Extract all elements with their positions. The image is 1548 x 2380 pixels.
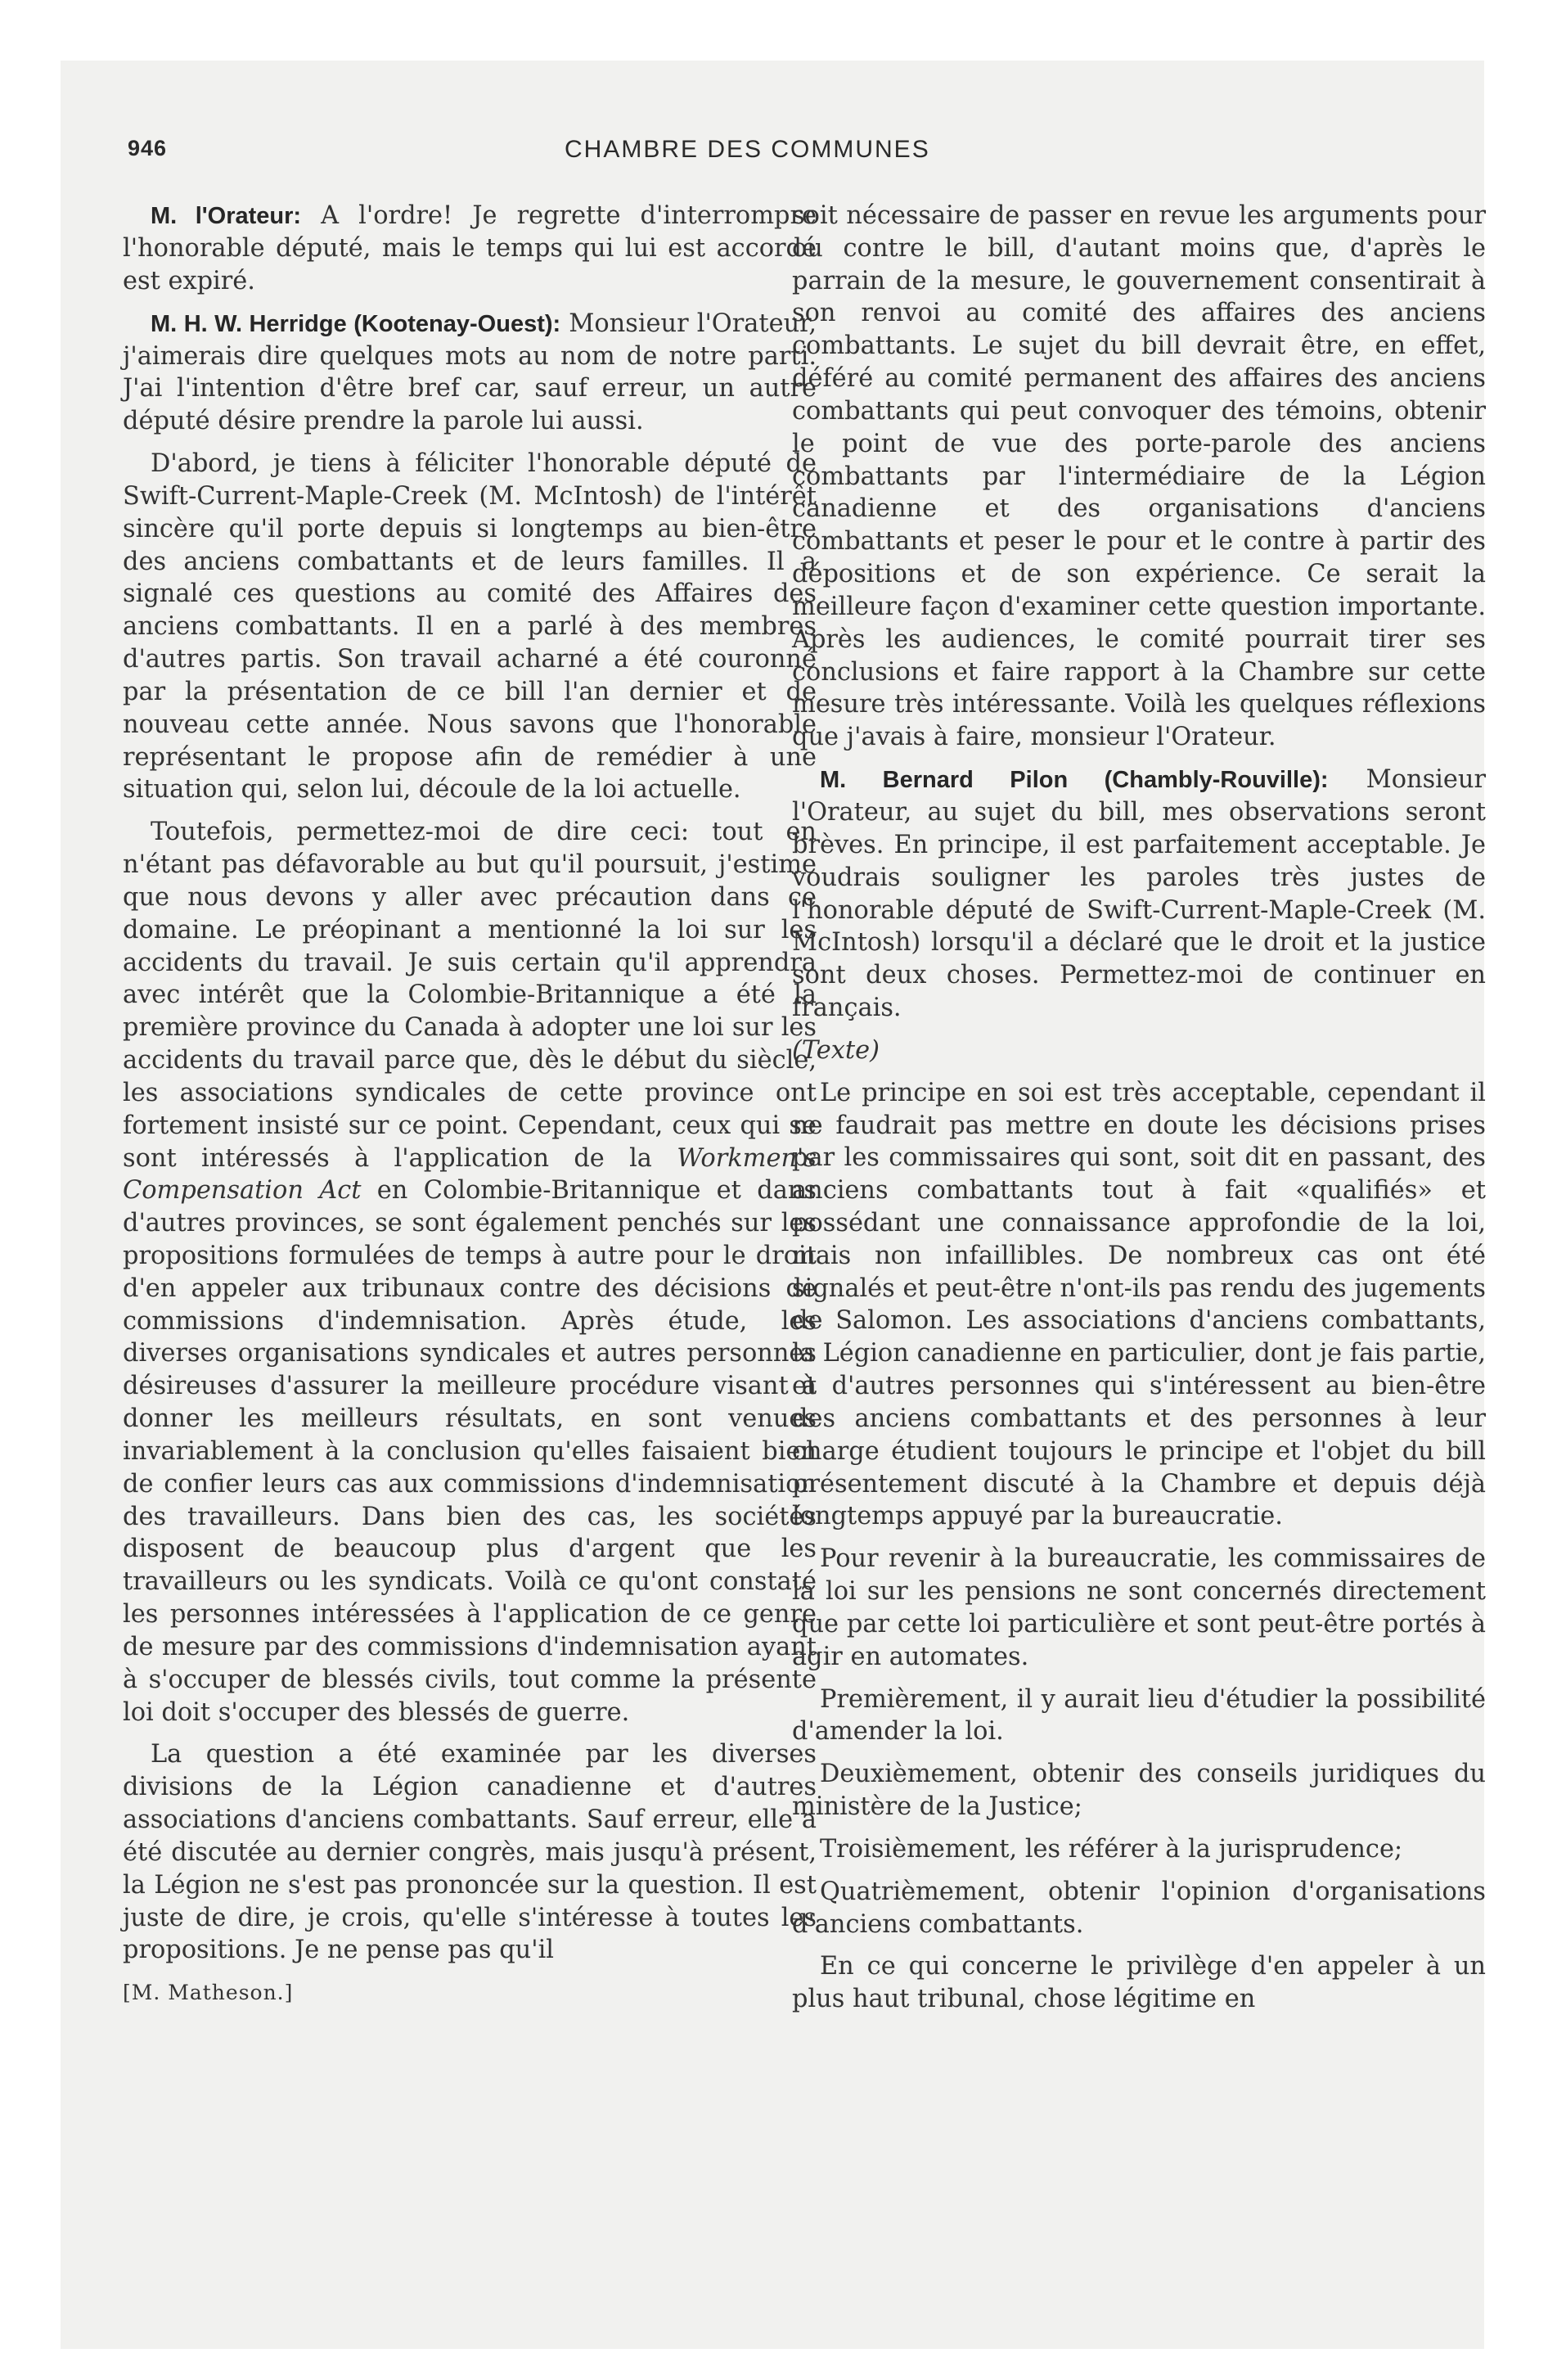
page-header	[82, 79, 998, 163]
speech-paragraph	[123, 200, 817, 298]
speaker-name: M. H. W. Herridge (Kootenay-Ouest):	[151, 310, 561, 337]
body-paragraph: Pour revenir à la bureaucratie, les commissaires de la loi sur les pensions ne sont concernés directement que par cette loi particulière et sont peut-être portés à agir en automates.	[792, 1544, 1486, 1671]
speaker-name: M. Bernard Pilon (Chambly-Rouville):	[820, 767, 1329, 794]
texte-marker: (Texte)	[792, 1035, 880, 1065]
right-column	[792, 200, 1486, 2026]
speech-text: Monsieur l'Orateur, j'aimerais dire quelques mots au nom de notre parti. J'ai l'intention d'être bref car, sauf erreur, un autre député désire prendre la parole lui aussi.	[123, 309, 817, 436]
page-number: 946	[128, 136, 168, 160]
speech-paragraph	[792, 764, 1486, 1025]
body-paragraph	[123, 816, 817, 1729]
act-title: Workmen's Compensation Act	[123, 1143, 817, 1206]
speech-paragraph	[123, 308, 817, 438]
body-paragraph: D'abord, je tiens à féliciter l'honorable député de Swift-Current-Maple-Creek (M. McIntosh) de l'intérêt sincère qu'il porte depuis si longtemps au bien-être des anciens combattants et de leurs familles. Il a signalé ces questions au comité des Affaires des anciens combattants. Il en a parlé à des membres d'autres partis. Son travail acharné a été couronné par la présentation de ce bill l'an dernier et de nouveau cette année. Nous savons que l'honorable représentant le propose afin de remédier à une situation qui, selon lui, découle de la loi actuelle.	[123, 449, 817, 805]
body-paragraph: En ce qui concerne le privilège d'en appeler à un plus haut tribunal, chose légitime en	[792, 1952, 1486, 2014]
paragraph-text: en Colombie-Britannique et dans d'autres provinces, se sont également penchés sur les propositions formulées de temps à autre pour le droit d'en appeler aux tribunaux contre des décisions de commissions d'indemnisation. Après étude, les diverses organisations syndicales et autres personnes désireuses d'assurer la meilleure procédure visant à donner les meilleurs résultats, en sont venues invariablement à la conclusion qu'elles faisaient bien de confier leurs cas aux commissions d'indemnisation des travailleurs. Dans bien des cas, les sociétés disposent de beaucoup plus d'argent que les travailleurs ou les syndicats. Voilà ce qu'ont constaté les personnes intéressées à l'application de ce genre de mesure par des commissions d'indemnisation ayant à s'occuper de blessés civils, tout comme la présente loi doit s'occuper des blessés de guerre.	[123, 1176, 817, 1727]
body-paragraph: Quatrièmement, obtenir l'opinion d'organisations d'anciens combattants.	[792, 1877, 1486, 1939]
paragraph-text: Toutefois, permettez-moi de dire ceci: tout en n'étant pas défavorable au but qu'il poursuit, j'estime que nous devons y aller avec précaution dans ce domaine. Le préopinant a mentionné la loi sur les accidents du travail. Je suis certain qu'il apprendra avec intérêt que la Colombie-Britannique a été la première province du Canada à adopter une loi sur les accidents du travail parce que, dès le début du siècle, les associations syndicales de cette province ont fortement insisté sur ce point. Cependant, ceux qui se sont intéressés à l'application de la	[123, 818, 817, 1173]
footer-note: [M. Matheson.]	[123, 1981, 294, 2005]
body-paragraph: Le principe en soi est très acceptable, cependant il ne faudrait pas mettre en doute les décisions prises par les commissaires qui sont, soit dit en passant, des anciens combattants tout à fait «qualifiés» et possédant une connaissance approfondie de la loi, mais non infaillibles. De nombreux cas ont été signalés et peut-être n'ont-ils pas rendu des jugements de Salomon. Les associations d'anciens combattants, la Légion canadienne en particulier, dont je fais partie, et d'autres personnes qui s'intéressent au bien-être des anciens combattants et des personnes à leur charge étudient toujours le principe et l'objet du bill présentement discuté à la Chambre et depuis déjà longtemps appuyé par la bureaucratie.	[792, 1078, 1486, 1531]
body-paragraph: La question a été examinée par les diverses divisions de la Légion canadienne et d'autres associations d'anciens combattants. Sauf erreur, elle a été discutée au dernier congrès, mais jusqu'à présent, la Légion ne s'est pas prononcée sur la question. Il est juste de dire, je crois, qu'elle s'intéresse à toutes les propositions. Je ne pense pas qu'il	[123, 1740, 817, 1965]
speaker-name: M. l'Orateur:	[151, 203, 302, 229]
body-paragraph: Deuxièmement, obtenir des conseils juridiques du ministère de la Justice;	[792, 1760, 1486, 1822]
speech-text: Monsieur l'Orateur, au sujet du bill, mes observations seront brèves. En principe, il est parfaitement acceptable. Je voudrais souligner les paroles très justes de l'honorable député de Swift-Current-Maple-Creek (M. McIntosh) lorsqu'il a déclaré que le droit et la justice sont deux choses. Permettez-moi de continuer en français.	[792, 765, 1486, 1023]
speech-text: A l'ordre! Je regrette d'interrompre l'honorable député, mais le temps qui lui est accordé est expiré.	[123, 201, 817, 295]
body-paragraph: Premièrement, il y aurait lieu d'étudier la possibilité d'amender la loi.	[792, 1684, 1486, 1747]
body-paragraph: soit nécessaire de passer en revue les arguments pour ou contre le bill, d'autant moins que, d'après le parrain de la mesure, le gouvernement consentirait à son renvoi au comité des affaires des anciens combattants. Le sujet du bill devrait être, en effet, déféré au comité permanent des affaires des anciens combattants qui peut convoquer des témoins, obtenir le point de vue des porte-parole des anciens combattants par l'intermédiaire de la Légion canadienne et des organisations d'anciens combattants et peser le pour et le contre à partir des dépositions et de son expérience. Ce serait la meilleure façon d'examiner cette question importante. Après les audiences, le comité pourrait tirer ses conclusions et faire rapport à la Chambre sur cette mesure très intéressante. Voilà les quelques réflexions que j'avais à faire, monsieur l'Orateur.	[792, 201, 1486, 752]
left-column	[123, 200, 817, 2007]
body-paragraph: Troisièmement, les référer à la jurisprudence;	[820, 1834, 1403, 1864]
running-title: CHAMBRE DES COMMUNES	[565, 136, 930, 163]
